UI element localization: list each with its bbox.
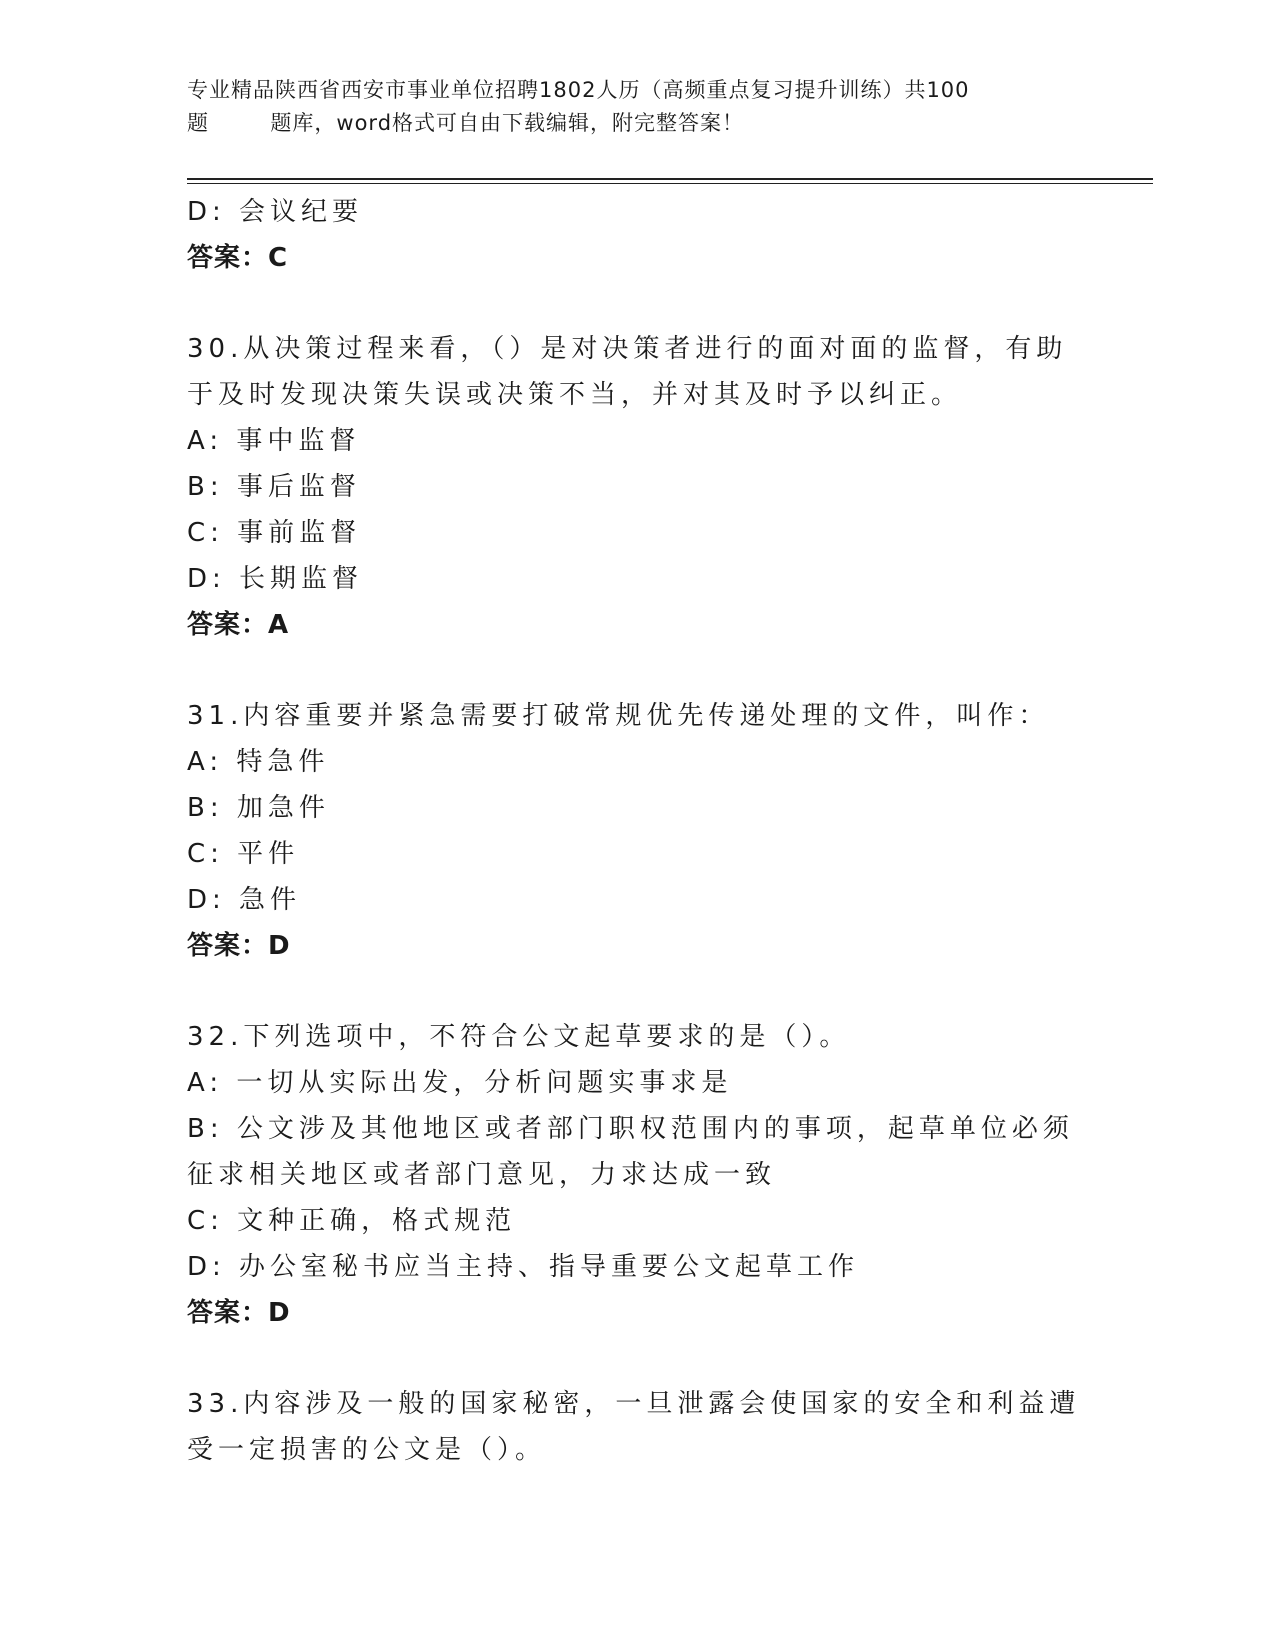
header-divider-thin [187,183,1153,184]
option-c: C: 平件 [187,839,300,869]
option-d: D: 急件 [187,885,302,915]
answer: 答案：D [187,1298,291,1328]
option-a: A: 一切从实际出发，分析问题实事求是 [187,1068,733,1098]
option-c: C: 文种正确，格式规范 [187,1206,517,1236]
header-title-line-1: 专业精品陕西省西安市事业单位招聘1802人历（高频重点复习提升训练）共100 [187,78,970,102]
option-b: B: 事后监督 [187,472,361,502]
option-a: A: 事中监督 [187,426,361,456]
answer: 答案：C [187,243,289,273]
page-header [187,74,1087,140]
question-text: 32.下列选项中，不符合公文起草要求的是（）。 [187,1022,851,1052]
option-c: C: 事前监督 [187,518,362,548]
header-title-line-2: 题 题库，word格式可自由下载编辑，附完整答案！ [187,111,745,135]
option-b: B: 公文涉及其他地区或者部门职权范围内的事项，起草单位必须征求相关地区或者部门意见，力求达成一致 [187,1114,1074,1190]
answer: 答案：A [187,610,290,640]
option-b: B: 加急件 [187,793,330,823]
answer: 答案：D [187,931,291,961]
question-text: 33.内容涉及一般的国家秘密，一旦泄露会使国家的安全和利益遭受一定损害的公文是（）。 [187,1389,1081,1465]
question-block-29 [187,189,1087,281]
question-text: 30.从决策过程来看，（）是对决策者进行的面对面的监督，有助于及时发现决策失误或决策不当，并对其及时予以纠正。 [187,334,1068,410]
question-block-33 [187,1381,1087,1473]
option-d: D: 会议纪要 [187,197,364,227]
question-block-31 [187,693,1087,969]
header-divider-thick [187,178,1153,180]
option-d: D: 办公室秘书应当主持、指导重要公文起草工作 [187,1252,860,1282]
question-block-32 [187,1014,1087,1336]
option-d: D: 长期监督 [187,564,364,594]
option-a: A: 特急件 [187,747,330,777]
question-text: 31.内容重要并紧急需要打破常规优先传递处理的文件，叫作： [187,701,1050,731]
question-list [187,189,1087,1473]
question-block-30 [187,326,1087,648]
